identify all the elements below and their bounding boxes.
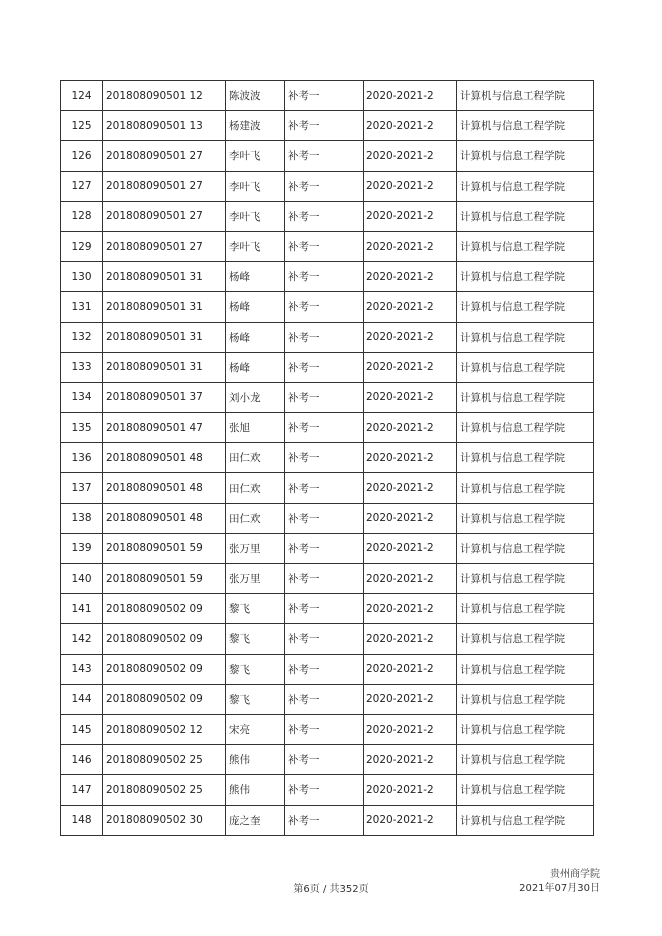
academic-term-cell: 2020-2021-2 [364, 171, 457, 201]
table-row [61, 352, 594, 382]
academic-term-cell: 2020-2021-2 [364, 382, 457, 412]
student-name-cell: 李叶飞 [226, 171, 285, 201]
academic-term-cell: 2020-2021-2 [364, 805, 457, 835]
student-name-cell: 黎飞 [226, 594, 285, 624]
academic-term-cell: 2020-2021-2 [364, 533, 457, 563]
academic-term-cell: 2020-2021-2 [364, 231, 457, 261]
student-name-cell: 陈波波 [226, 81, 285, 111]
academic-term-cell: 2020-2021-2 [364, 714, 457, 744]
row-number-cell: 143 [61, 654, 103, 684]
college-name-cell: 计算机与信息工程学院 [457, 443, 594, 473]
academic-term-cell: 2020-2021-2 [364, 684, 457, 714]
institution-name: 贵州商学院 [550, 869, 600, 880]
table-row [61, 473, 594, 503]
exam-type-cell: 补考一 [285, 684, 364, 714]
exam-type-cell: 补考一 [285, 714, 364, 744]
row-number-cell: 128 [61, 201, 103, 231]
academic-term-cell: 2020-2021-2 [364, 81, 457, 111]
row-number-cell: 145 [61, 714, 103, 744]
college-name-cell: 计算机与信息工程学院 [457, 594, 594, 624]
college-name-cell: 计算机与信息工程学院 [457, 141, 594, 171]
college-name-cell: 计算机与信息工程学院 [457, 745, 594, 775]
exam-type-cell: 补考一 [285, 382, 364, 412]
student-name-cell: 杨峰 [226, 292, 285, 322]
exam-type-cell: 补考一 [285, 745, 364, 775]
college-name-cell: 计算机与信息工程学院 [457, 201, 594, 231]
student-id-cell: 201808090501 27 [103, 201, 226, 231]
table-row [61, 382, 594, 412]
student-name-cell: 宋亮 [226, 714, 285, 744]
student-name-cell: 杨峰 [226, 322, 285, 352]
college-name-cell: 计算机与信息工程学院 [457, 231, 594, 261]
row-number-cell: 134 [61, 382, 103, 412]
row-number-cell: 127 [61, 171, 103, 201]
academic-term-cell: 2020-2021-2 [364, 473, 457, 503]
row-number-cell: 132 [61, 322, 103, 352]
college-name-cell: 计算机与信息工程学院 [457, 684, 594, 714]
academic-term-cell: 2020-2021-2 [364, 775, 457, 805]
exam-type-cell: 补考一 [285, 503, 364, 533]
student-name-cell: 刘小龙 [226, 382, 285, 412]
row-number-cell: 131 [61, 292, 103, 322]
student-id-cell: 201808090501 31 [103, 292, 226, 322]
table-row [61, 292, 594, 322]
roster-body [61, 81, 594, 836]
exam-type-cell: 补考一 [285, 473, 364, 503]
page-number: 第6页 / 共352页 [293, 884, 369, 895]
academic-term-cell: 2020-2021-2 [364, 745, 457, 775]
row-number-cell: 147 [61, 775, 103, 805]
table-row [61, 503, 594, 533]
academic-term-cell: 2020-2021-2 [364, 654, 457, 684]
table-row [61, 171, 594, 201]
academic-term-cell: 2020-2021-2 [364, 352, 457, 382]
row-number-cell: 136 [61, 443, 103, 473]
row-number-cell: 129 [61, 231, 103, 261]
student-id-cell: 201808090501 31 [103, 352, 226, 382]
academic-term-cell: 2020-2021-2 [364, 624, 457, 654]
student-id-cell: 201808090501 31 [103, 322, 226, 352]
exam-type-cell: 补考一 [285, 413, 364, 443]
exam-type-cell: 补考一 [285, 292, 364, 322]
student-name-cell: 李叶飞 [226, 201, 285, 231]
college-name-cell: 计算机与信息工程学院 [457, 413, 594, 443]
student-name-cell: 杨建波 [226, 111, 285, 141]
student-id-cell: 201808090502 09 [103, 594, 226, 624]
student-id-cell: 201808090501 59 [103, 533, 226, 563]
row-number-cell: 139 [61, 533, 103, 563]
row-number-cell: 137 [61, 473, 103, 503]
student-name-cell: 杨峰 [226, 352, 285, 382]
row-number-cell: 142 [61, 624, 103, 654]
exam-type-cell: 补考一 [285, 775, 364, 805]
student-id-cell: 201808090502 30 [103, 805, 226, 835]
exam-type-cell: 补考一 [285, 624, 364, 654]
table-row [61, 231, 594, 261]
exam-type-cell: 补考一 [285, 352, 364, 382]
row-number-cell: 138 [61, 503, 103, 533]
academic-term-cell: 2020-2021-2 [364, 594, 457, 624]
student-id-cell: 201808090502 09 [103, 624, 226, 654]
student-id-cell: 201808090502 25 [103, 775, 226, 805]
academic-term-cell: 2020-2021-2 [364, 292, 457, 322]
row-number-cell: 140 [61, 564, 103, 594]
row-number-cell: 135 [61, 413, 103, 443]
exam-type-cell: 补考一 [285, 201, 364, 231]
row-number-cell: 133 [61, 352, 103, 382]
college-name-cell: 计算机与信息工程学院 [457, 292, 594, 322]
college-name-cell: 计算机与信息工程学院 [457, 171, 594, 201]
table-row [61, 111, 594, 141]
student-name-cell: 熊伟 [226, 745, 285, 775]
college-name-cell: 计算机与信息工程学院 [457, 503, 594, 533]
academic-term-cell: 2020-2021-2 [364, 111, 457, 141]
table-row [61, 533, 594, 563]
table-row [61, 775, 594, 805]
table-row [61, 564, 594, 594]
table-row [61, 594, 594, 624]
row-number-cell: 130 [61, 262, 103, 292]
college-name-cell: 计算机与信息工程学院 [457, 262, 594, 292]
print-date: 2021年07月30日 [519, 883, 600, 894]
exam-type-cell: 补考一 [285, 533, 364, 563]
student-id-cell: 201808090502 09 [103, 654, 226, 684]
student-id-cell: 201808090501 31 [103, 262, 226, 292]
student-id-cell: 201808090501 37 [103, 382, 226, 412]
table-row [61, 141, 594, 171]
college-name-cell: 计算机与信息工程学院 [457, 81, 594, 111]
exam-type-cell: 补考一 [285, 141, 364, 171]
academic-term-cell: 2020-2021-2 [364, 322, 457, 352]
table-row [61, 262, 594, 292]
student-name-cell: 黎飞 [226, 624, 285, 654]
row-number-cell: 146 [61, 745, 103, 775]
student-id-cell: 201808090501 48 [103, 473, 226, 503]
student-name-cell: 庞之奎 [226, 805, 285, 835]
footer-signature [519, 868, 600, 896]
table-row [61, 81, 594, 111]
student-name-cell: 张万里 [226, 533, 285, 563]
exam-type-cell: 补考一 [285, 805, 364, 835]
exam-type-cell: 补考一 [285, 111, 364, 141]
table-row [61, 684, 594, 714]
academic-term-cell: 2020-2021-2 [364, 503, 457, 533]
table-row [61, 714, 594, 744]
row-number-cell: 125 [61, 111, 103, 141]
row-number-cell: 144 [61, 684, 103, 714]
student-name-cell: 黎飞 [226, 654, 285, 684]
student-id-cell: 201808090502 12 [103, 714, 226, 744]
college-name-cell: 计算机与信息工程学院 [457, 352, 594, 382]
exam-type-cell: 补考一 [285, 654, 364, 684]
student-id-cell: 201808090501 48 [103, 503, 226, 533]
academic-term-cell: 2020-2021-2 [364, 564, 457, 594]
student-id-cell: 201808090501 47 [103, 413, 226, 443]
table-row [61, 805, 594, 835]
college-name-cell: 计算机与信息工程学院 [457, 654, 594, 684]
table-row [61, 443, 594, 473]
college-name-cell: 计算机与信息工程学院 [457, 322, 594, 352]
table-row [61, 413, 594, 443]
college-name-cell: 计算机与信息工程学院 [457, 111, 594, 141]
student-id-cell: 201808090501 12 [103, 81, 226, 111]
student-id-cell: 201808090502 25 [103, 745, 226, 775]
exam-type-cell: 补考一 [285, 171, 364, 201]
academic-term-cell: 2020-2021-2 [364, 443, 457, 473]
table-row [61, 201, 594, 231]
exam-type-cell: 补考一 [285, 81, 364, 111]
row-number-cell: 148 [61, 805, 103, 835]
college-name-cell: 计算机与信息工程学院 [457, 805, 594, 835]
college-name-cell: 计算机与信息工程学院 [457, 564, 594, 594]
academic-term-cell: 2020-2021-2 [364, 262, 457, 292]
row-number-cell: 124 [61, 81, 103, 111]
table-row [61, 624, 594, 654]
college-name-cell: 计算机与信息工程学院 [457, 775, 594, 805]
table-row [61, 745, 594, 775]
college-name-cell: 计算机与信息工程学院 [457, 473, 594, 503]
student-id-cell: 201808090501 59 [103, 564, 226, 594]
college-name-cell: 计算机与信息工程学院 [457, 533, 594, 563]
student-id-cell: 201808090501 27 [103, 231, 226, 261]
college-name-cell: 计算机与信息工程学院 [457, 382, 594, 412]
academic-term-cell: 2020-2021-2 [364, 201, 457, 231]
exam-type-cell: 补考一 [285, 564, 364, 594]
exam-type-cell: 补考一 [285, 262, 364, 292]
student-id-cell: 201808090501 13 [103, 111, 226, 141]
academic-term-cell: 2020-2021-2 [364, 141, 457, 171]
table-row [61, 322, 594, 352]
student-name-cell: 田仁欢 [226, 443, 285, 473]
student-name-cell: 黎飞 [226, 684, 285, 714]
exam-type-cell: 补考一 [285, 231, 364, 261]
student-name-cell: 张旭 [226, 413, 285, 443]
student-name-cell: 李叶飞 [226, 141, 285, 171]
student-name-cell: 张万里 [226, 564, 285, 594]
student-id-cell: 201808090501 27 [103, 171, 226, 201]
college-name-cell: 计算机与信息工程学院 [457, 714, 594, 744]
table-row [61, 654, 594, 684]
student-name-cell: 杨峰 [226, 262, 285, 292]
exam-type-cell: 补考一 [285, 594, 364, 624]
row-number-cell: 126 [61, 141, 103, 171]
college-name-cell: 计算机与信息工程学院 [457, 624, 594, 654]
student-name-cell: 熊伟 [226, 775, 285, 805]
student-id-cell: 201808090502 09 [103, 684, 226, 714]
student-id-cell: 201808090501 48 [103, 443, 226, 473]
row-number-cell: 141 [61, 594, 103, 624]
exam-type-cell: 补考一 [285, 443, 364, 473]
student-name-cell: 田仁欢 [226, 503, 285, 533]
exam-roster-table [60, 80, 594, 836]
student-name-cell: 李叶飞 [226, 231, 285, 261]
student-name-cell: 田仁欢 [226, 473, 285, 503]
academic-term-cell: 2020-2021-2 [364, 413, 457, 443]
student-id-cell: 201808090501 27 [103, 141, 226, 171]
exam-type-cell: 补考一 [285, 322, 364, 352]
